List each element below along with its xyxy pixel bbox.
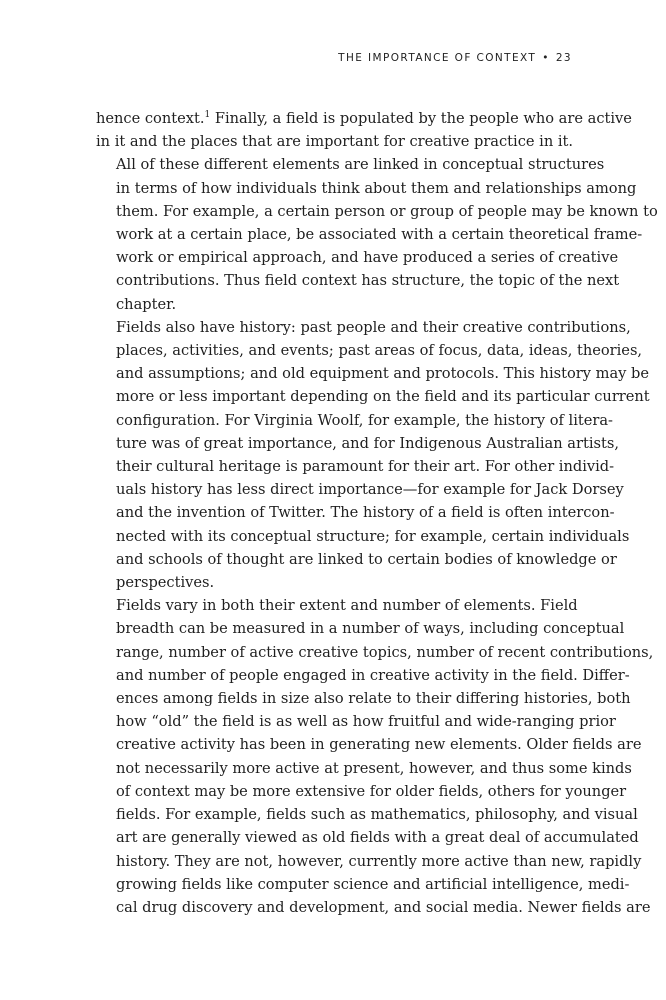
paragraph-1 <box>96 107 632 153</box>
body-text <box>96 107 658 919</box>
text-line: contributions. Thus field context has structure, the topic of the next <box>116 272 620 290</box>
text-line: All of these different elements are linked in conceptual structures <box>116 156 605 174</box>
text-line: breadth can be measured in a number of ways, including conceptual <box>116 620 625 638</box>
text-line <box>96 107 632 130</box>
text-line: and schools of thought are linked to certain bodies of knowledge or <box>116 550 617 568</box>
text-line: and the invention of Twitter. The history of a field is often intercon- <box>116 504 615 522</box>
text-line: places, activities, and events; past areas of focus, data, ideas, theories, <box>116 342 643 360</box>
text-line: work at a certain place, be associated with a certain theoretical frame- <box>116 226 643 244</box>
text-line: them. For example, a certain person or group of people may be known to <box>116 202 658 220</box>
running-head <box>338 52 572 64</box>
text-line: history. They are not, however, currently more active than new, rapidly <box>116 852 642 870</box>
text-line: in terms of how individuals think about them and relationships among <box>116 179 637 197</box>
footnote-marker[interactable]: 1 <box>204 110 211 121</box>
text-line: Fields also have history: past people and their creative contributions, <box>116 318 631 336</box>
text-line: ture was of great importance, and for Indigenous Australian artists, <box>116 434 619 452</box>
text-line: work or empirical approach, and have produced a series of creative <box>116 249 619 267</box>
text-line: their cultural heritage is paramount for their art. For other individ- <box>116 458 615 476</box>
text-line: configuration. For Virginia Woolf, for example, the history of litera- <box>116 411 613 429</box>
text-line: uals history has less direct importance—for example for Jack Dorsey <box>116 481 624 499</box>
paragraph-3 <box>96 316 650 594</box>
text-line: cal drug discovery and development, and social media. Newer fields are <box>116 898 651 916</box>
page-number: 23 <box>555 52 572 64</box>
text-line: chapter. <box>116 295 177 313</box>
text-line: art are generally viewed as old fields with a great deal of accumulated <box>116 829 639 847</box>
text-line: not necessarily more active at present, however, and thus some kinds <box>116 759 632 777</box>
text-line: of context may be more extensive for older fields, others for younger <box>116 782 627 800</box>
text-line: in it and the places that are important for creative practice in it. <box>96 133 574 151</box>
running-title: THE IMPORTANCE OF CONTEXT <box>338 52 537 64</box>
header-separator: • <box>542 52 550 64</box>
text-run: hence context. <box>96 110 205 127</box>
text-line: how “old” the field is as well as how fruitful and wide-ranging prior <box>116 713 616 731</box>
text-line: nected with its conceptual structure; for example, certain individuals <box>116 527 630 545</box>
text-line: growing fields like computer science and artificial intelligence, medi- <box>116 875 630 893</box>
text-line: and number of people engaged in creative activity in the field. Differ- <box>116 666 630 684</box>
paragraph-4 <box>96 594 654 919</box>
text-line: range, number of active creative topics, number of recent contributions, <box>116 643 654 661</box>
text-line: creative activity has been in generating new elements. Older fields are <box>116 736 642 754</box>
text-line: more or less important depending on the field and its particular current <box>116 388 650 406</box>
text-run: Finally, a field is populated by the people who are active <box>210 110 632 127</box>
text-line: Fields vary in both their extent and number of elements. Field <box>116 597 578 615</box>
text-line: fields. For example, fields such as mathematics, philosophy, and visual <box>116 806 638 824</box>
text-line: perspectives. <box>116 574 215 592</box>
text-line: ences among fields in size also relate to their differing histories, both <box>116 690 631 708</box>
paragraph-2 <box>96 153 658 315</box>
text-line: and assumptions; and old equipment and protocols. This history may be <box>116 365 650 383</box>
